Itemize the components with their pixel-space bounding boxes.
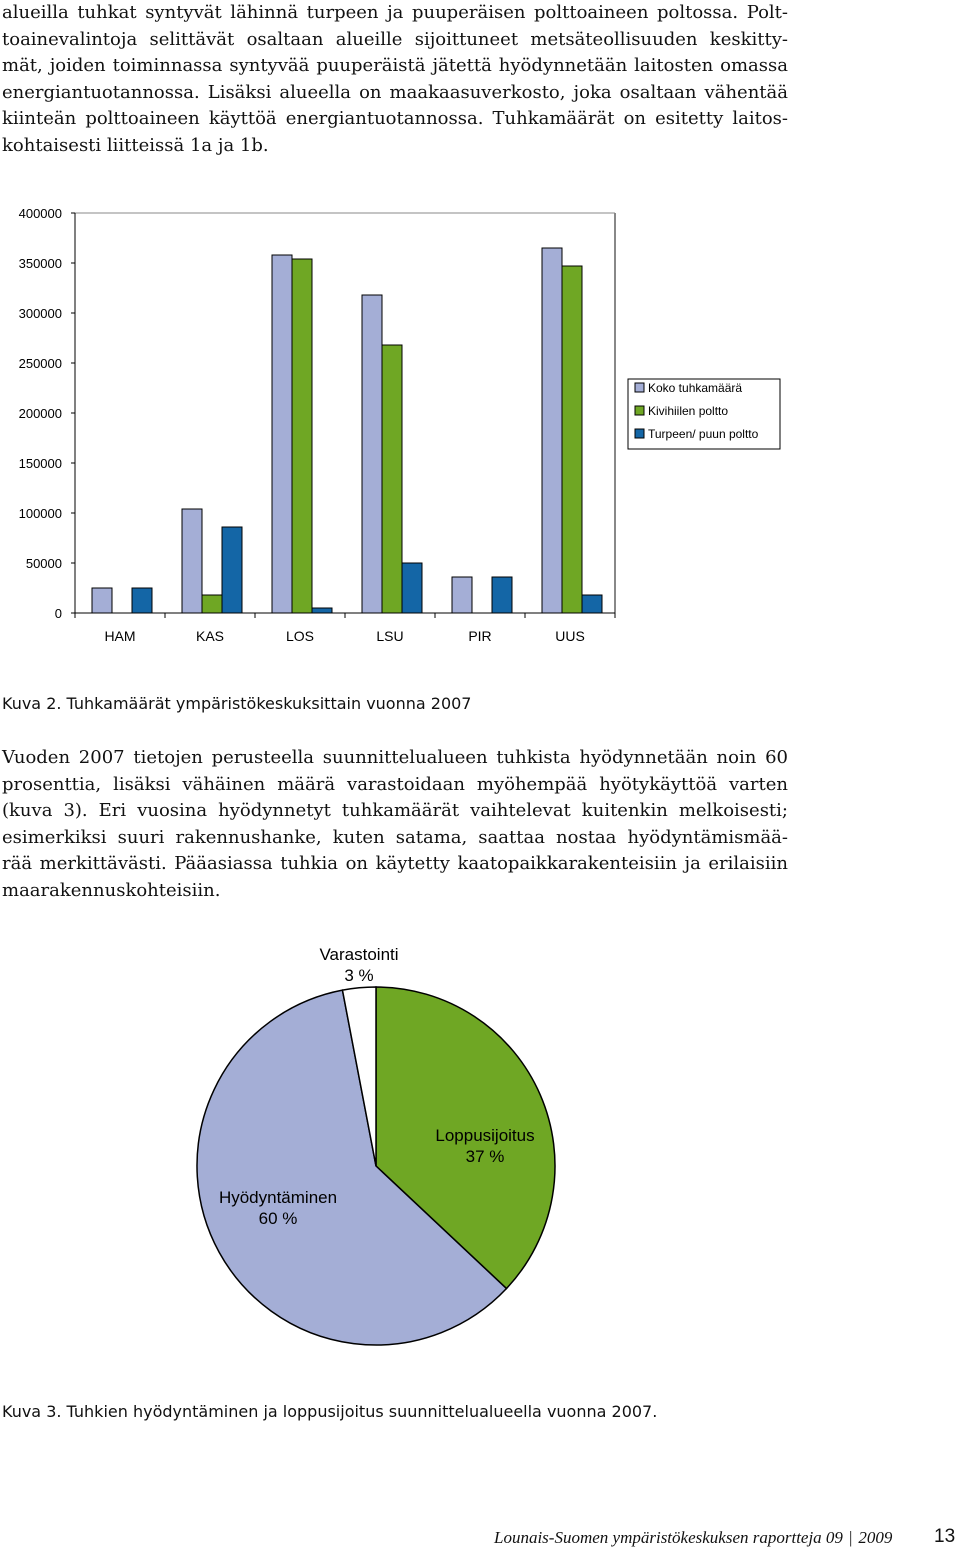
publication-year: 2009: [858, 1528, 893, 1547]
x-tick-label: LOS: [285, 628, 315, 644]
pie-label-hyödyntäminen: Hyödyntäminen: [218, 1188, 338, 1207]
chart-legend: [628, 379, 780, 449]
text-line: energiantuotannossa. Lisäksi alueella on maakaasuverkosto, joka osaltaan vähentää: [2, 81, 788, 103]
bar-kas-series-0: [182, 509, 202, 613]
bar-lsu-series-0: [362, 295, 382, 613]
legend-label: Turpeen/ puun poltto: [648, 427, 759, 441]
legend-label: Koko tuhkamäärä: [648, 381, 743, 395]
y-tick-label: 200000: [18, 406, 62, 421]
y-tick-label: 0: [54, 606, 62, 621]
pie-value-varastointi: 3 %: [344, 966, 374, 985]
bar-lsu-series-1: [382, 345, 402, 613]
text-line: (kuva 3). Eri vuosina hyödynnetyt tuhkamäärät vaihtelevat kuitenkin melkoisesti;: [2, 800, 788, 821]
utilization-paragraph: [2, 745, 788, 904]
x-tick-label: HAM: [104, 628, 136, 644]
text-line: rää merkittävästi. Pääasiassa tuhkia on käytetty kaatopaikkarakenteisiin ja erilaisiin: [2, 853, 788, 874]
bar-ham-series-2: [132, 588, 152, 613]
bar-ham-series-0: [92, 588, 112, 613]
x-tick-label: UUS: [555, 628, 585, 644]
legend-swatch: [635, 383, 644, 392]
y-tick-label: 350000: [18, 256, 62, 271]
bar-kas-series-1: [202, 595, 222, 613]
text-line: maarakennuskohteisiin.: [2, 879, 221, 901]
text-line: esimerkiksi suuri rakennushanke, kuten satama, saattaa nostaa hyödyntämismää-: [2, 826, 788, 848]
pie-value-hyödyntäminen: 60 %: [258, 1209, 298, 1228]
y-tick-label: 250000: [18, 356, 62, 371]
intro-paragraph: [2, 0, 788, 159]
bar-los-series-1: [292, 259, 312, 613]
text-line: prosenttia, lisäksi vähäinen määrä varastoidaan myöhempää hyötykäyttöä varten: [2, 773, 788, 795]
y-tick-label: 150000: [18, 456, 62, 471]
text-line: toainevalintoja selittävät osaltaan alueille sijoittuneet metsäteollisuuden keskitty-: [2, 28, 788, 50]
text-line: alueilla tuhkat syntyvät lähinnä turpeen ja puuperäisen polttoaineen poltossa. Polt-: [2, 2, 788, 23]
bar-pir-series-0: [452, 577, 472, 613]
text-line: Vuoden 2007 tietojen perusteella suunnittelualueen tuhkista hyödynnetään noin 60: [2, 747, 788, 768]
bar-lsu-series-2: [402, 563, 422, 613]
bar-pir-series-2: [492, 577, 512, 613]
legend-swatch: [635, 406, 644, 415]
legend-swatch: [635, 429, 644, 438]
bar-los-series-2: [312, 608, 332, 613]
page-number: 13: [934, 1526, 956, 1547]
y-tick-label: 400000: [18, 206, 62, 221]
bar-los-series-0: [272, 255, 292, 613]
y-tick-label: 300000: [18, 306, 62, 321]
y-tick-label: 100000: [18, 506, 62, 521]
text-line: mät, joiden toiminnassa syntyvää puuperäistä jätettä hyödynnetään laitosten omassa: [2, 55, 788, 76]
ash-utilization-pie-chart: [0, 935, 960, 1365]
text-line: kiinteän polttoaineen käyttöä energiantuotannossa. Tuhkamäärät on esitetty laitos-: [2, 108, 788, 129]
footer-separator: |: [848, 1528, 853, 1547]
page-footer: [494, 1528, 892, 1548]
pie-label-varastointi: Varastointi: [319, 945, 399, 964]
bar-uus-series-0: [542, 248, 562, 613]
bar-uus-series-1: [562, 266, 582, 613]
y-tick-label: 50000: [25, 556, 62, 571]
text-line: kohtaisesti liitteissä 1a ja 1b.: [2, 134, 269, 156]
x-tick-label: PIR: [468, 628, 492, 644]
legend-label: Kivihiilen poltto: [648, 404, 729, 418]
bar-kas-series-2: [222, 527, 242, 613]
publication-title: Lounais-Suomen ympäristökeskuksen raportteja 09: [494, 1528, 843, 1547]
pie-value-loppusijoitus: 37 %: [465, 1147, 505, 1166]
bar-uus-series-2: [582, 595, 602, 613]
figure-2-caption: Kuva 2. Tuhkamäärät ympäristökeskuksittain vuonna 2007: [2, 694, 472, 713]
x-tick-label: KAS: [195, 628, 225, 644]
figure-3-caption: Kuva 3. Tuhkien hyödyntäminen ja loppusijoitus suunnittelualueella vuonna 2007.: [2, 1402, 658, 1421]
x-tick-label: LSU: [376, 628, 404, 644]
pie-label-loppusijoitus: Loppusijoitus: [435, 1126, 535, 1145]
